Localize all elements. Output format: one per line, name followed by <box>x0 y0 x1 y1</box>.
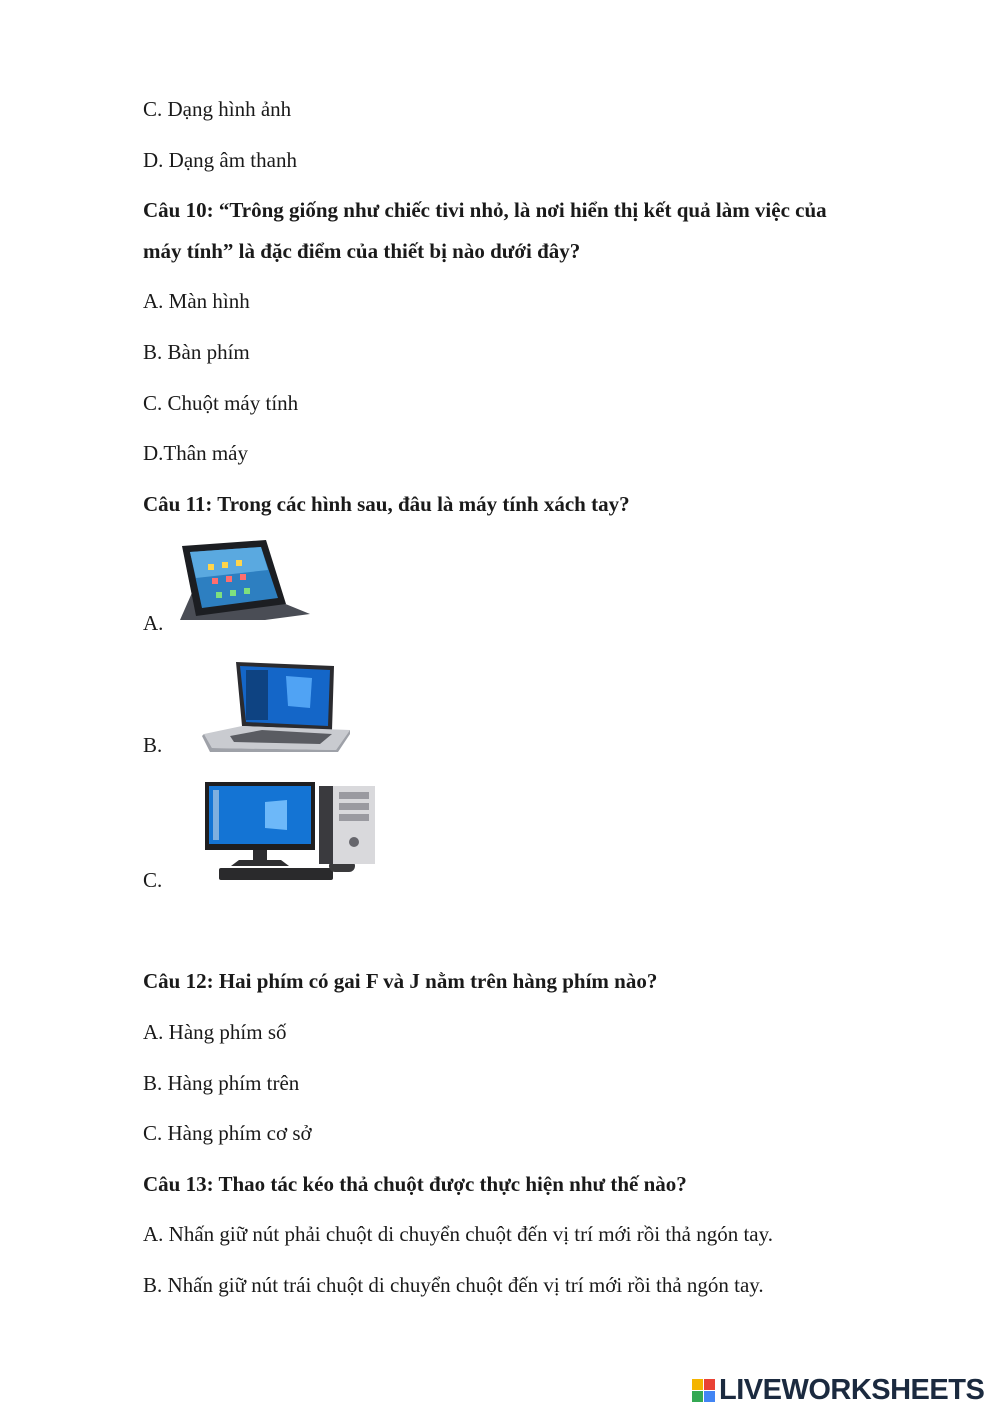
q11-option-c-label[interactable]: C. <box>143 868 163 892</box>
logo-square-1 <box>692 1379 703 1390</box>
q9-option-d[interactable]: D. Dạng âm thanh <box>143 148 297 172</box>
q12-option-a[interactable]: A. Hàng phím số <box>143 1020 287 1044</box>
q10-option-d[interactable]: D.Thân máy <box>143 441 248 465</box>
q11-question: Câu 11: Trong các hình sau, đâu là máy tính xách tay? <box>143 492 630 516</box>
logo-square-3 <box>692 1391 703 1402</box>
q11-option-b-label[interactable]: B. <box>143 733 163 757</box>
q12-question: Câu 12: Hai phím có gai F và J nằm trên hàng phím nào? <box>143 969 658 993</box>
q10-option-b[interactable]: B. Bàn phím <box>143 340 250 364</box>
q10-question-line1: Câu 10: “Trông giống như chiếc tivi nhỏ, là nơi hiển thị kết quả làm việc của <box>143 198 827 222</box>
logo-square-4 <box>704 1391 715 1402</box>
q13-option-b[interactable]: B. Nhấn giữ nút trái chuột di chuyển chuột đến vị trí mới rồi thả ngón tay. <box>143 1273 764 1297</box>
q13-option-a[interactable]: A. Nhấn giữ nút phải chuột di chuyển chuột đến vị trí mới rồi thả ngón tay. <box>143 1222 774 1246</box>
q10-question-line2: máy tính” là đặc điểm của thiết bị nào dưới đây? <box>143 239 581 263</box>
q11-option-a-label[interactable]: A. <box>143 611 164 635</box>
brand-name: LIVEWORKSHEETS <box>719 1373 985 1406</box>
laptop-image[interactable] <box>200 656 355 752</box>
q10-option-a[interactable]: A. Màn hình <box>143 289 250 313</box>
tablet-image[interactable] <box>170 540 318 624</box>
liveworksheets-logo[interactable] <box>692 1374 984 1406</box>
q12-option-c[interactable]: C. Hàng phím cơ sở <box>143 1121 312 1145</box>
logo-icon <box>692 1379 715 1402</box>
q12-option-b[interactable]: B. Hàng phím trên <box>143 1071 300 1095</box>
q9-option-c[interactable]: C. Dạng hình ảnh <box>143 97 292 121</box>
q13-question: Câu 13: Thao tác kéo thả chuột được thực hiện như thế nào? <box>143 1172 687 1196</box>
desktop-computer-image[interactable] <box>203 780 381 886</box>
logo-square-2 <box>704 1379 715 1390</box>
q10-option-c[interactable]: C. Chuột máy tính <box>143 391 299 415</box>
